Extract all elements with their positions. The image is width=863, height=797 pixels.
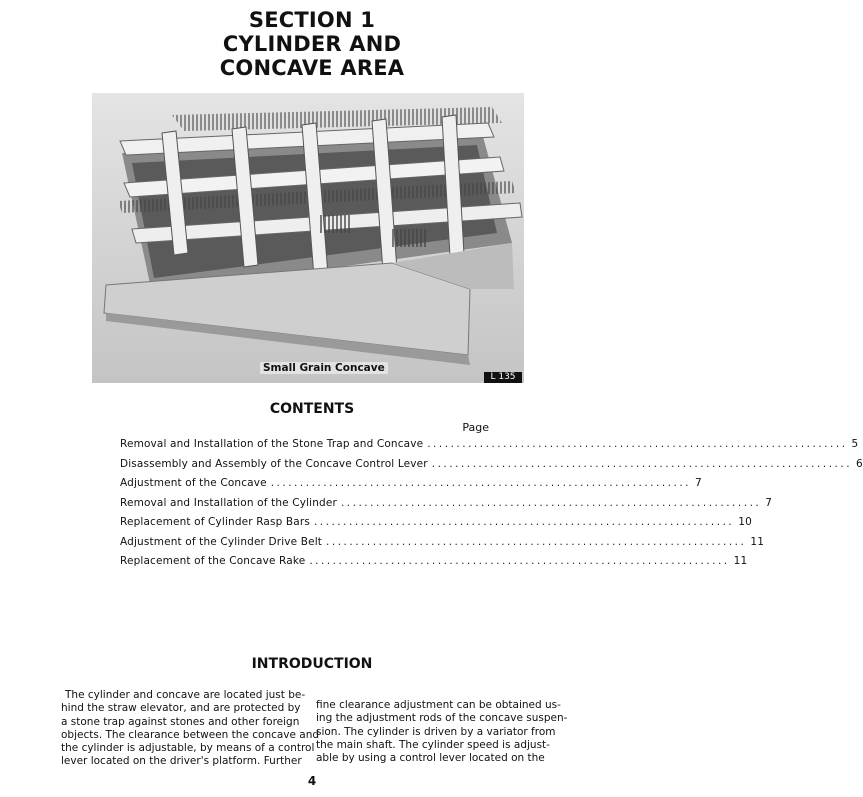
toc-entry-page: 7 xyxy=(695,477,702,489)
paragraph-line: the main shaft. The cylinder speed is adjust- xyxy=(316,738,550,751)
paragraph-line: fine clearance adjustment can be obtained us- xyxy=(316,699,561,711)
toc-leader: ........................................................................ xyxy=(340,496,762,509)
toc-leader: ........................................................................ xyxy=(427,438,848,450)
toc-entry[interactable] xyxy=(120,438,859,458)
toc-leader: ........................................................................ xyxy=(431,457,853,470)
toc-entry-title: Adjustment of the Cylinder Drive Belt xyxy=(120,535,323,548)
table-of-contents xyxy=(120,438,863,575)
toc-entry-title: Replacement of the Concave Rake xyxy=(120,555,306,567)
section-title-line-1: CYLINDER AND xyxy=(222,32,402,56)
paragraph-line: ing the adjustment rods of the concave suspen- xyxy=(316,712,568,725)
figure-caption: Small Grain Concave xyxy=(260,362,388,374)
toc-leader: ........................................................................ xyxy=(309,555,730,567)
contents-heading: CONTENTS xyxy=(269,401,355,417)
paragraph-line: able by using a control lever located on the xyxy=(316,752,545,765)
toc-entry[interactable] xyxy=(120,555,748,575)
section-header xyxy=(0,8,624,80)
paragraph-line: objects. The clearance between the concave and xyxy=(61,728,320,741)
introduction-right-column xyxy=(316,699,568,765)
toc-entry-page: 11 xyxy=(750,535,765,548)
toc-entry[interactable] xyxy=(120,477,702,497)
toc-entry-page: 11 xyxy=(733,555,748,567)
toc-entry[interactable] xyxy=(120,457,863,478)
toc-leader: ........................................................................ xyxy=(326,535,747,548)
toc-entry[interactable] xyxy=(120,496,773,517)
concave-illustration xyxy=(92,93,524,383)
toc-entry-title: Replacement of Cylinder Rasp Bars xyxy=(120,516,310,528)
toc-leader: ........................................................................ xyxy=(270,477,692,489)
page-column-label: Page xyxy=(462,421,489,434)
toc-entry-title: Removal and Installation of the Stone Trap and Concave xyxy=(120,438,424,450)
figure-code: L 135 xyxy=(484,372,522,383)
toc-entry-page: 10 xyxy=(738,516,752,528)
introduction-heading: INTRODUCTION xyxy=(251,656,373,672)
introduction-left-column xyxy=(61,689,320,769)
toc-entry-page: 7 xyxy=(765,496,773,509)
paragraph-line: a stone trap against stones and other foreign xyxy=(61,715,300,728)
section-title-line-2: CONCAVE AREA xyxy=(219,56,405,80)
toc-entry-title: Adjustment of the Concave xyxy=(120,477,267,489)
concave-photo xyxy=(92,93,524,383)
paragraph-line: The cylinder and concave are located just be- xyxy=(65,689,306,701)
toc-entry-title: Disassembly and Assembly of the Concave Control Lever xyxy=(120,457,428,470)
toc-entry-title: Removal and Installation of the Cylinder xyxy=(120,496,337,509)
paragraph-line: sion. The cylinder is driven by a variator from xyxy=(316,725,556,738)
toc-entry-page: 5 xyxy=(851,438,859,450)
paragraph-line: hind the straw elevator, and are protected by xyxy=(61,702,301,715)
paragraph-line: lever located on the driver's platform. Further xyxy=(61,755,302,768)
page-number: 4 xyxy=(307,774,317,788)
section-label: SECTION 1 xyxy=(248,8,376,32)
toc-entry[interactable] xyxy=(120,535,765,556)
toc-entry-page: 6 xyxy=(856,457,863,470)
toc-leader: ........................................................................ xyxy=(313,516,735,528)
paragraph-line: the cylinder is adjustable, by means of a control xyxy=(61,742,315,755)
toc-entry[interactable] xyxy=(120,516,752,536)
